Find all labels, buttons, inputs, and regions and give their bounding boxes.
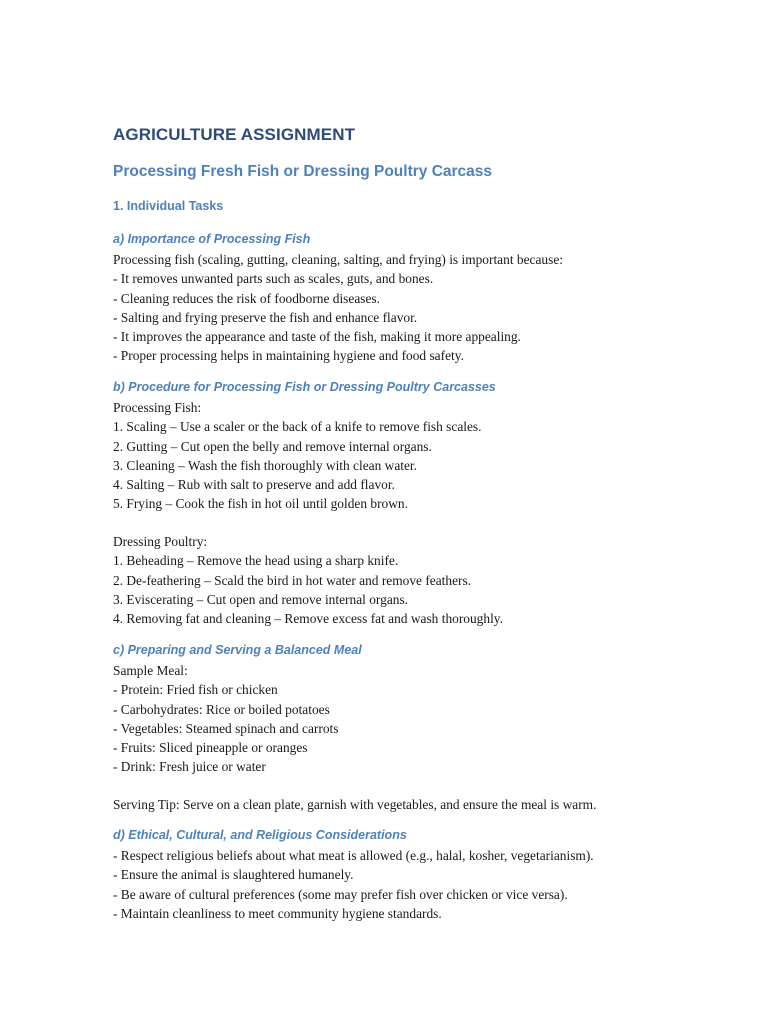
document-subtitle: Processing Fresh Fish or Dressing Poultry Carcass [113, 163, 493, 180]
bullet-line: - Fruits: Sliced pineapple or oranges [113, 740, 308, 756]
bullet-line: - Cleaning reduces the risk of foodborne diseases. [113, 290, 380, 306]
bullet-line: - Salting and frying preserve the fish and enhance flavor. [113, 309, 418, 325]
serving-tip [113, 795, 596, 814]
section-d-body [113, 846, 594, 923]
bullet-line: - Carbohydrates: Rice or boiled potatoes [113, 701, 330, 717]
bullet-line: - It improves the appearance and taste of the fish, making it more appealing. [113, 329, 521, 345]
document-title: AGRICULTURE ASSIGNMENT [113, 125, 356, 144]
list-intro: Dressing Poultry: [113, 534, 208, 549]
list-item: 2. Gutting – Cut open the belly and remove internal organs. [113, 438, 432, 454]
section-d-heading: d) Ethical, Cultural, and Religious Considerations [113, 828, 407, 842]
bullet-line: - Be aware of cultural preferences (some may prefer fish over chicken or vice versa). [113, 886, 568, 902]
section-c-heading: c) Preparing and Serving a Balanced Meal [113, 643, 362, 657]
bullet-line: - Vegetables: Steamed spinach and carrots [113, 720, 339, 736]
bullet-line: - Respect religious beliefs about what meat is allowed (e.g., halal, kosher, vegetarianism). [113, 848, 594, 863]
bullet-line: - Drink: Fresh juice or water [113, 759, 266, 775]
list-item: 4. Salting – Rub with salt to preserve and add flavor. [113, 477, 395, 493]
section-a-heading: a) Importance of Processing Fish [113, 232, 311, 246]
list-intro: Sample Meal: [113, 663, 188, 678]
section-b-heading: b) Procedure for Processing Fish or Dressing Poultry Carcasses [113, 380, 496, 394]
section-b-fish-body [113, 398, 481, 514]
section-c-meal-body [113, 661, 338, 777]
section-a-body [113, 250, 563, 366]
bullet-line: - Proper processing helps in maintaining hygiene and food safety. [113, 348, 464, 364]
list-item: 2. De-feathering – Scald the bird in hot water and remove feathers. [113, 572, 472, 588]
list-item: 3. Eviscerating – Cut open and remove internal organs. [113, 591, 409, 607]
list-item: 1. Scaling – Use a scaler or the back of a knife to remove fish scales. [113, 419, 482, 435]
bullet-line: - Protein: Fried fish or chicken [113, 682, 278, 698]
paragraph-line: Serving Tip: Serve on a clean plate, garnish with vegetables, and ensure the meal is warm. [113, 797, 597, 812]
section-heading: 1. Individual Tasks [113, 199, 224, 213]
list-item: 5. Frying – Cook the fish in hot oil until golden brown. [113, 496, 408, 512]
paragraph-line: Processing fish (scaling, gutting, cleaning, salting, and frying) is important because: [113, 252, 563, 267]
list-item: 3. Cleaning – Wash the fish thoroughly with clean water. [113, 457, 417, 473]
list-item: 4. Removing fat and cleaning – Remove excess fat and wash thoroughly. [113, 611, 503, 627]
bullet-line: - Maintain cleanliness to meet community hygiene standards. [113, 905, 442, 921]
list-intro: Processing Fish: [113, 400, 202, 415]
section-b-poultry-body [113, 532, 503, 628]
bullet-line: - It removes unwanted parts such as scales, guts, and bones. [113, 271, 434, 287]
bullet-line: - Ensure the animal is slaughtered humanely. [113, 867, 354, 883]
list-item: 1. Beheading – Remove the head using a sharp knife. [113, 553, 399, 569]
